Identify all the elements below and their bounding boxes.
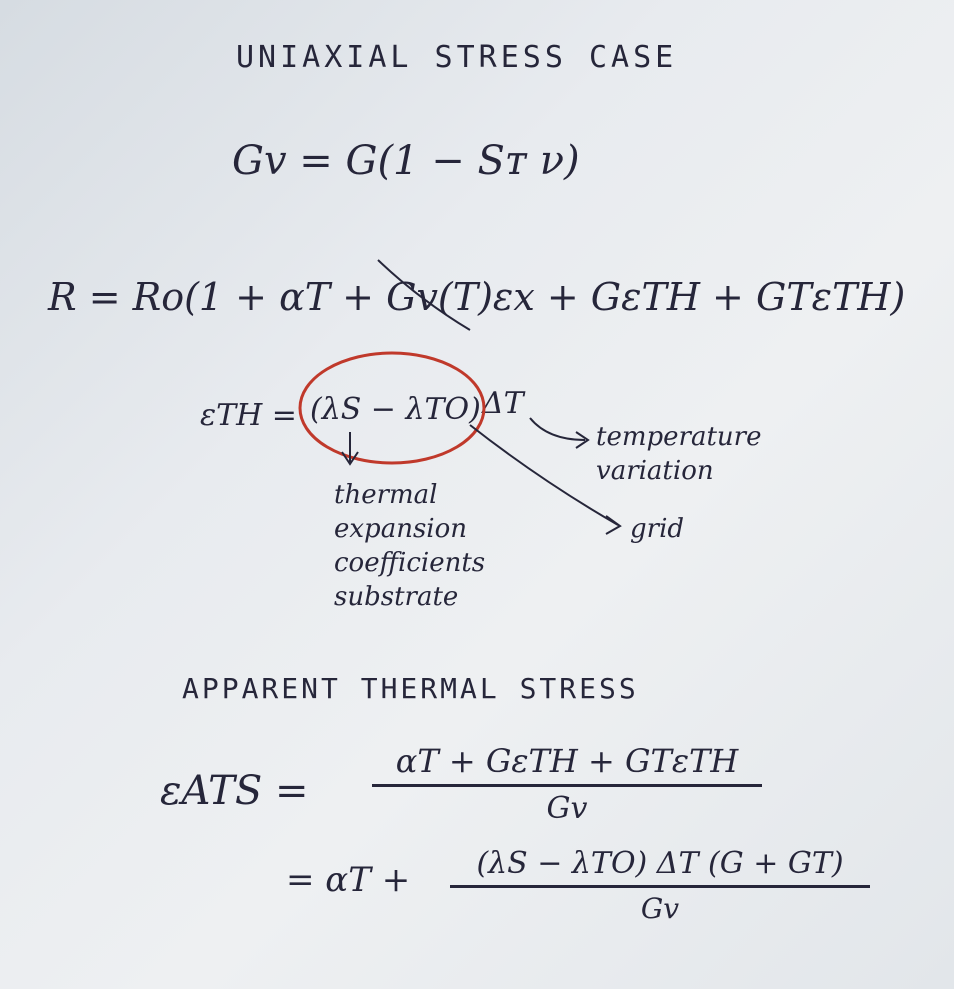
equation-eth-delta-t: ΔT [482, 386, 524, 421]
equation-eats2-lead: = αT + [286, 860, 411, 900]
equation-resistance: R = Ro(1 + αT + Gv(T)εx + GεTH + GTεTH) [48, 275, 906, 319]
heading-apparent-thermal-stress: APPARENT THERMAL STRESS [182, 672, 639, 705]
fraction-eats2-numerator: (λS − λTO) ΔT (G + GT) [476, 846, 844, 881]
heading-uniaxial-stress-case: UNIAXIAL STRESS CASE [236, 40, 678, 75]
red-circle-coefficients [300, 353, 484, 463]
fraction-eats2-denominator: Gv [640, 892, 680, 925]
fraction-eats-numerator: αT + GεTH + GTεTH [395, 742, 739, 780]
note-thermal-expansion: thermal expansion coefficients substrate [334, 480, 486, 612]
equation-eth-lhs: εTH = [200, 398, 297, 433]
equation-eats-lhs: εATS = [160, 768, 309, 814]
arrow-delta-t-to-temperature [530, 418, 585, 440]
arrow-to-grid [470, 425, 618, 525]
equation-eth-coefficients: (λS − λTO) [310, 392, 481, 427]
note-grid: grid [630, 514, 685, 544]
fraction-eats-denominator: Gv [546, 791, 588, 826]
arrowhead-grid [606, 516, 620, 534]
equation-gv: Gv = G(1 − Sᴛ ν) [232, 138, 580, 184]
note-temperature-variation: temperature variation [596, 422, 762, 486]
strike-gv-t [378, 260, 470, 330]
